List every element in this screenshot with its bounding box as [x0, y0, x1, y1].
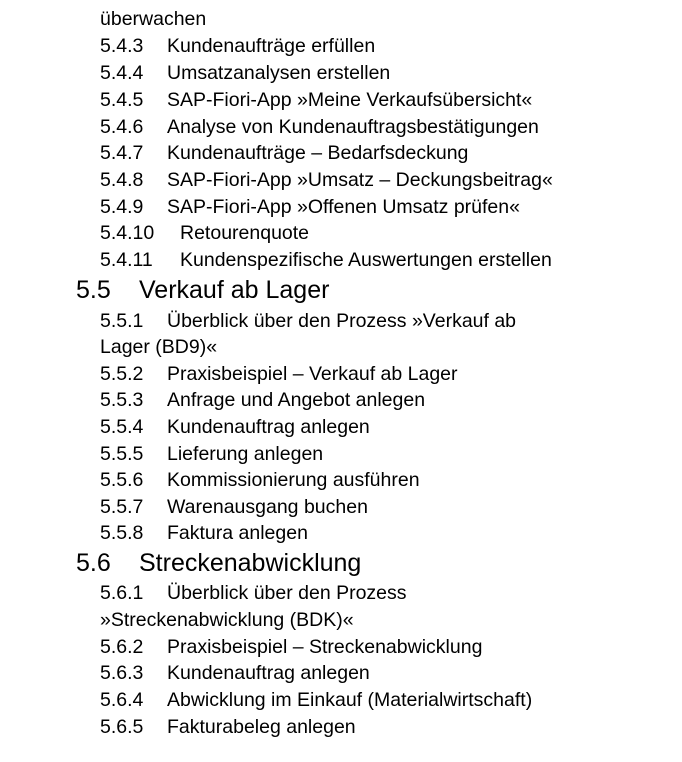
- toc-entry[interactable]: [100, 415, 370, 439]
- toc-entry-title: Überblick über den Prozess: [167, 582, 407, 604]
- toc-section-number: 5.5: [76, 276, 111, 304]
- toc-entry-number: 5.6.1: [100, 582, 144, 604]
- toc-entry-number: 5.5.4: [100, 416, 144, 438]
- toc-entry[interactable]: [100, 362, 458, 386]
- toc-entry-title: Kommissionierung ausführen: [167, 469, 420, 491]
- toc-entry[interactable]: [100, 521, 308, 545]
- toc-entry-number: 5.4.10: [100, 222, 155, 244]
- toc-entry-number: 5.5.3: [100, 389, 144, 411]
- toc-entry-title: Retourenquote: [180, 222, 310, 244]
- toc-entry-number: 5.6.3: [100, 662, 144, 684]
- toc-entry-number: 5.4.4: [100, 62, 144, 84]
- toc-entry[interactable]: [100, 88, 532, 112]
- toc-entry-title: Warenausgang buchen: [167, 496, 368, 518]
- toc-entry[interactable]: [100, 115, 539, 139]
- toc-entry-number: 5.6.5: [100, 716, 144, 738]
- toc-entry-number: 5.4.8: [100, 169, 144, 191]
- toc-entry-number: 5.5.7: [100, 496, 144, 518]
- toc-entry-title: Kundenaufträge – Bedarfsdeckung: [167, 142, 469, 164]
- toc-entry[interactable]: [100, 34, 375, 58]
- toc-entry-number: 5.4.5: [100, 89, 144, 111]
- toc-entry[interactable]: [100, 388, 425, 412]
- toc-entry[interactable]: [100, 309, 516, 333]
- toc-entry-continuation: [100, 335, 217, 359]
- toc-entry-number: 5.5.1: [100, 310, 144, 332]
- toc-entry-number: 5.5.2: [100, 363, 144, 385]
- toc-entry-number: 5.6.4: [100, 689, 144, 711]
- toc-section-heading[interactable]: [76, 275, 329, 305]
- toc-entry[interactable]: [100, 442, 323, 466]
- toc-entry-title: Faktura anlegen: [167, 522, 308, 544]
- toc-entry-title: Kundenspezifische Auswertungen erstellen: [180, 249, 552, 271]
- toc-entry[interactable]: [100, 688, 532, 712]
- toc-entry-title: Lieferung anlegen: [167, 443, 324, 465]
- toc-entry[interactable]: [100, 635, 482, 659]
- toc-entry[interactable]: [100, 581, 407, 605]
- toc-entry-title: Umsatzanalysen erstellen: [167, 62, 391, 84]
- toc-entry-number: 5.4.11: [100, 249, 153, 271]
- toc-entry-title: SAP-Fiori-App »Umsatz – Deckungsbeitrag«: [167, 169, 553, 191]
- toc-continuation-line: [100, 7, 206, 31]
- toc-entry-number: 5.4.9: [100, 196, 144, 218]
- toc-entry-title: Lager (BD9)«: [100, 336, 218, 358]
- toc-entry-number: 5.4.3: [100, 35, 144, 57]
- toc-entry-title: Praxisbeispiel – Streckenabwicklung: [167, 636, 483, 658]
- toc-entry-title: Kundenaufträge erfüllen: [167, 35, 376, 57]
- toc-entry-title: »Streckenabwicklung (BDK)«: [100, 609, 354, 631]
- toc-entry-title: SAP-Fiori-App »Offenen Umsatz prüfen«: [167, 196, 520, 218]
- toc-entry-title: Anfrage und Angebot anlegen: [167, 389, 426, 411]
- toc-section-heading[interactable]: [76, 548, 361, 578]
- toc-section-number: 5.6: [76, 549, 111, 577]
- toc-section-title: Verkauf ab Lager: [139, 276, 330, 304]
- toc-entry[interactable]: [100, 248, 552, 272]
- toc-entry-title: Kundenauftrag anlegen: [167, 416, 370, 438]
- toc-entry[interactable]: [100, 468, 420, 492]
- toc-entry[interactable]: [100, 168, 553, 192]
- toc-entry[interactable]: [100, 195, 520, 219]
- toc-entry[interactable]: [100, 221, 309, 245]
- toc-entry[interactable]: [100, 61, 390, 85]
- toc-entry[interactable]: [100, 715, 356, 739]
- toc-entry[interactable]: [100, 495, 368, 519]
- toc-entry-title: Praxisbeispiel – Verkauf ab Lager: [167, 363, 458, 385]
- toc-entry-continuation: [100, 608, 354, 632]
- toc-entry-title: Abwicklung im Einkauf (Materialwirtschaft): [167, 689, 533, 711]
- toc-entry-title: Analyse von Kundenauftragsbestätigungen: [167, 116, 539, 138]
- toc-entry-title: überwachen: [100, 8, 207, 30]
- toc-entry[interactable]: [100, 141, 468, 165]
- toc-entry-title: Überblick über den Prozess »Verkauf ab: [167, 310, 517, 332]
- toc-entry[interactable]: [100, 661, 370, 685]
- toc-entry-number: 5.5.8: [100, 522, 144, 544]
- toc-entry-title: SAP-Fiori-App »Meine Verkaufsübersicht«: [167, 89, 533, 111]
- toc-entry-title: Kundenauftrag anlegen: [167, 662, 370, 684]
- toc-entry-number: 5.4.7: [100, 142, 144, 164]
- toc-entry-title: Fakturabeleg anlegen: [167, 716, 356, 738]
- toc-section-title: Streckenabwicklung: [139, 549, 362, 577]
- toc-entry-number: 5.4.6: [100, 116, 144, 138]
- toc-entry-number: 5.5.5: [100, 443, 144, 465]
- toc-entry-number: 5.5.6: [100, 469, 144, 491]
- toc-entry-number: 5.6.2: [100, 636, 144, 658]
